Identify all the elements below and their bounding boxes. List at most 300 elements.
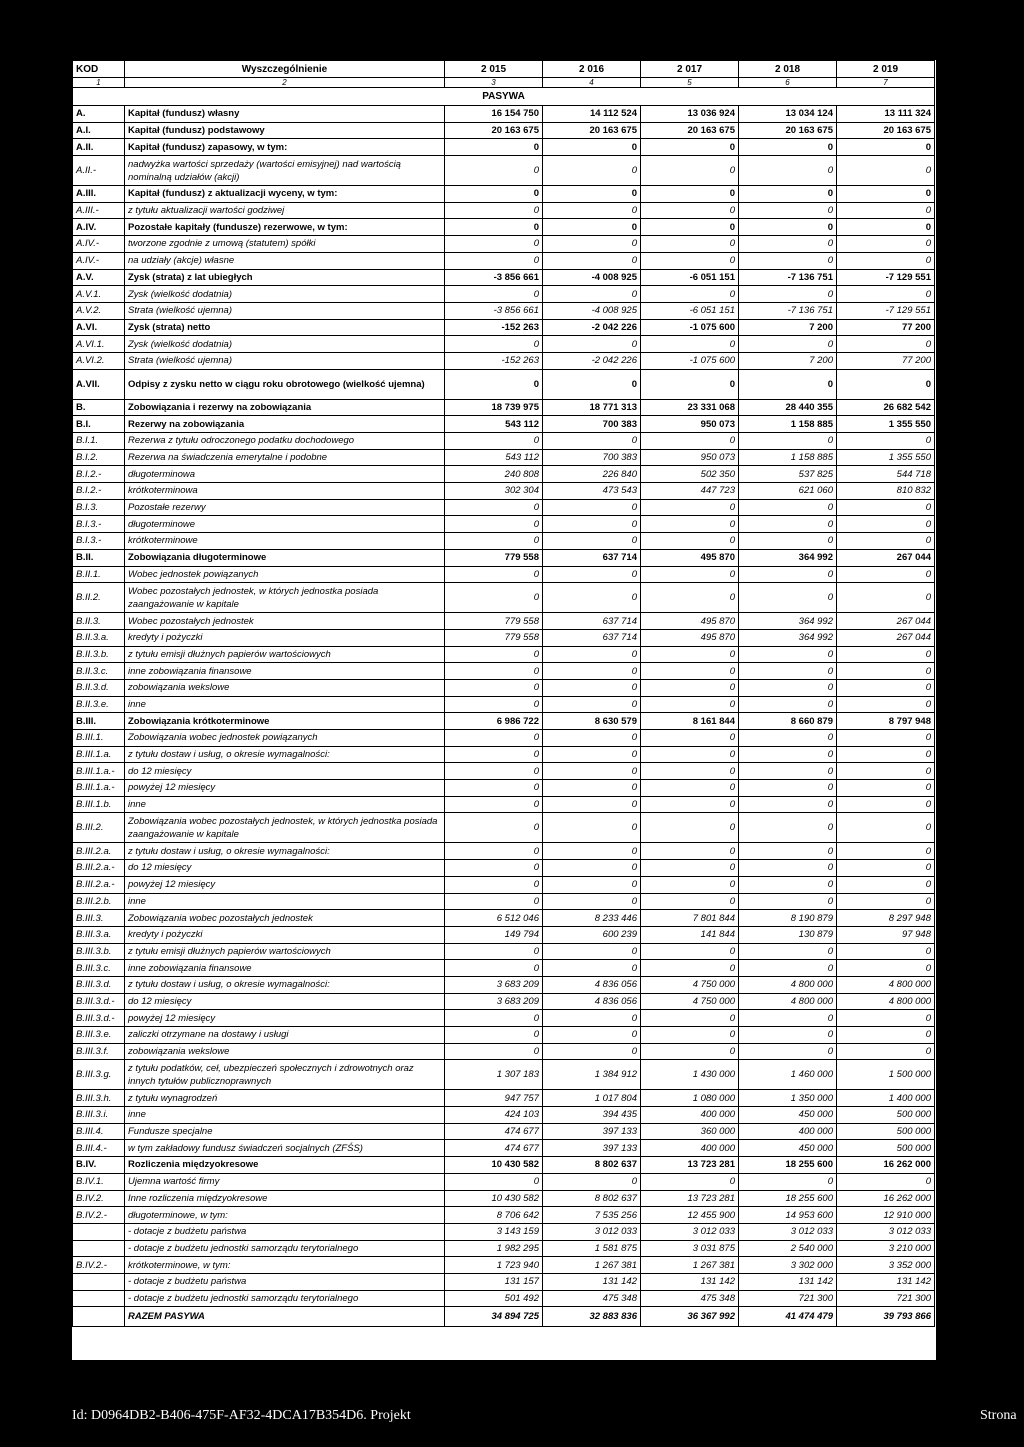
row-label: kredyty i pożyczki [125, 629, 445, 646]
row-value: 947 757 [445, 1090, 543, 1107]
row-code [73, 1223, 125, 1240]
row-value: 0 [641, 646, 739, 663]
row-value: 2 540 000 [739, 1240, 837, 1257]
col-index: 7 [837, 78, 935, 88]
row-value: 0 [543, 893, 641, 910]
row-value: 13 723 281 [641, 1157, 739, 1174]
row-value: 0 [739, 186, 837, 203]
row-value: 20 163 675 [445, 122, 543, 139]
row-value: -7 136 751 [739, 269, 837, 286]
row-value: 0 [837, 1043, 935, 1060]
row-code: A.II. [73, 139, 125, 156]
row-code: B.II.3.c. [73, 663, 125, 680]
row-code: B.I.2.- [73, 466, 125, 483]
row-value: 0 [445, 516, 543, 533]
row-value: 1 158 885 [739, 416, 837, 433]
row-value: 0 [543, 763, 641, 780]
row-value: 0 [641, 796, 739, 813]
row-label: Rozliczenia międzyokresowe [125, 1157, 445, 1174]
row-code: B.IV.2.- [73, 1257, 125, 1274]
row-value: 950 073 [641, 449, 739, 466]
row-value: 16 262 000 [837, 1190, 935, 1207]
row-value: -7 129 551 [837, 302, 935, 319]
row-label: - dotacje z budżetu państwa [125, 1273, 445, 1290]
row-label: tworzone zgodnie z umową (statutem) spółki [125, 236, 445, 253]
row-value: 3 012 033 [739, 1223, 837, 1240]
row-value: 0 [837, 533, 935, 550]
table-row [73, 106, 935, 123]
row-value: 0 [837, 1173, 935, 1190]
table-row [73, 1140, 935, 1157]
row-code: B.I.3.- [73, 533, 125, 550]
row-value: 26 682 542 [837, 399, 935, 416]
row-label: z tytułu dostaw i usług, o okresie wymagalności: [125, 976, 445, 993]
row-value: 475 348 [641, 1290, 739, 1307]
row-value: 4 800 000 [739, 993, 837, 1010]
row-value: 0 [543, 566, 641, 583]
row-value: 149 794 [445, 926, 543, 943]
row-label: Kapitał (fundusz) podstawowy [125, 122, 445, 139]
row-value: 0 [739, 499, 837, 516]
table-row [73, 860, 935, 877]
row-value: 0 [641, 219, 739, 236]
table-row [73, 483, 935, 500]
row-value: 637 714 [543, 629, 641, 646]
row-value: 18 255 600 [739, 1157, 837, 1174]
row-label: powyżej 12 miesięcy [125, 780, 445, 797]
row-code: A. [73, 106, 125, 123]
row-code: B.III.1. [73, 730, 125, 747]
row-code: A.V. [73, 269, 125, 286]
row-value: 0 [739, 252, 837, 269]
row-value: 0 [543, 646, 641, 663]
row-value: 0 [739, 663, 837, 680]
header-year-2019: 2 019 [837, 61, 935, 78]
row-label: inne zobowiązania finansowe [125, 663, 445, 680]
header-wyszczegolnienie: Wyszczególnienie [125, 61, 445, 78]
row-value: 267 044 [837, 629, 935, 646]
row-label: Inne rozliczenia międzyokresowe [125, 1190, 445, 1207]
table-row [73, 629, 935, 646]
row-value: 0 [543, 202, 641, 219]
row-code: B.II.2. [73, 583, 125, 613]
row-value: 0 [837, 219, 935, 236]
table-row [73, 286, 935, 303]
col-index: 3 [445, 78, 543, 88]
table-row [73, 369, 935, 399]
row-value: 34 894 725 [445, 1307, 543, 1327]
row-code [73, 1290, 125, 1307]
row-code: B.IV.2. [73, 1190, 125, 1207]
row-value: 0 [739, 1173, 837, 1190]
row-value: 0 [543, 219, 641, 236]
pasywa-table [72, 60, 935, 1327]
row-code: B.III.3.d. [73, 976, 125, 993]
row-value: 0 [445, 893, 543, 910]
row-value: 0 [837, 186, 935, 203]
row-value: 1 400 000 [837, 1090, 935, 1107]
row-value: 400 000 [641, 1140, 739, 1157]
row-value: 20 163 675 [543, 122, 641, 139]
row-label: w tym zakładowy fundusz świadczeń socjalnych (ZFŚS) [125, 1140, 445, 1157]
document-id: Id: D0964DB2-B406-475F-AF32-4DCA17B354D6. Projekt [72, 1408, 411, 1423]
row-value: 0 [739, 763, 837, 780]
table-row [73, 319, 935, 336]
row-value: 12 910 000 [837, 1207, 935, 1224]
row-value: 0 [739, 156, 837, 186]
row-value: 0 [445, 813, 543, 843]
table-row [73, 1123, 935, 1140]
row-value: 0 [543, 286, 641, 303]
row-value: 0 [543, 679, 641, 696]
row-label: nadwyżka wartości sprzedaży (wartości emisyjnej) nad wartością nominalną udziałów (akcji) [125, 156, 445, 186]
table-row [73, 976, 935, 993]
row-value: 4 800 000 [837, 976, 935, 993]
row-value: 0 [543, 1010, 641, 1027]
row-code: B.II. [73, 549, 125, 566]
table-row [73, 1207, 935, 1224]
row-value: 3 012 033 [641, 1223, 739, 1240]
row-value: 0 [445, 679, 543, 696]
row-value: 397 133 [543, 1140, 641, 1157]
row-code: B.I. [73, 416, 125, 433]
row-value: 16 154 750 [445, 106, 543, 123]
row-value: 13 111 324 [837, 106, 935, 123]
header-year-2018: 2 018 [739, 61, 837, 78]
row-value: 0 [543, 336, 641, 353]
table-row [73, 796, 935, 813]
row-value: 700 383 [543, 449, 641, 466]
row-value: 3 683 209 [445, 993, 543, 1010]
row-value: 0 [641, 1043, 739, 1060]
row-value: 4 836 056 [543, 976, 641, 993]
row-value: 1 384 912 [543, 1060, 641, 1090]
row-code: B.III.3.g. [73, 1060, 125, 1090]
row-value: 473 543 [543, 483, 641, 500]
row-code: B.III.1.b. [73, 796, 125, 813]
row-value: 4 800 000 [739, 976, 837, 993]
row-value: 1 350 000 [739, 1090, 837, 1107]
table-row [73, 910, 935, 927]
row-value: 23 331 068 [641, 399, 739, 416]
row-value: 0 [837, 893, 935, 910]
row-value: 0 [739, 286, 837, 303]
row-label: z tytułu podatków, ceł, ubezpieczeń społecznych i zdrowotnych oraz innych tytułów publicznoprawnych [125, 1060, 445, 1090]
row-value: 0 [543, 252, 641, 269]
row-value: 950 073 [641, 416, 739, 433]
row-value: 447 723 [641, 483, 739, 500]
row-value: 0 [543, 1027, 641, 1044]
row-value: 0 [837, 960, 935, 977]
table-row [73, 156, 935, 186]
row-value: 1 307 183 [445, 1060, 543, 1090]
row-value: 0 [837, 843, 935, 860]
row-value: 0 [641, 746, 739, 763]
row-value: -152 263 [445, 352, 543, 369]
row-value: 0 [543, 236, 641, 253]
row-value: 0 [837, 433, 935, 450]
row-value: 0 [837, 156, 935, 186]
row-code: B.IV.2.- [73, 1207, 125, 1224]
row-value: 779 558 [445, 613, 543, 630]
row-value: 0 [543, 960, 641, 977]
table-row [73, 780, 935, 797]
row-value: 7 801 844 [641, 910, 739, 927]
row-value: 1 982 295 [445, 1240, 543, 1257]
row-value: 0 [641, 813, 739, 843]
table-row [73, 1190, 935, 1207]
table-row [73, 416, 935, 433]
row-value: 3 143 159 [445, 1223, 543, 1240]
row-label: z tytułu dostaw i usług, o okresie wymagalności: [125, 843, 445, 860]
header-kod: KOD [73, 61, 125, 78]
row-value: 0 [445, 433, 543, 450]
row-value: 0 [543, 156, 641, 186]
row-label: RAZEM PASYWA [125, 1307, 445, 1327]
row-value: -7 136 751 [739, 302, 837, 319]
row-value: 131 142 [739, 1273, 837, 1290]
row-label: Zysk (wielkość dodatnia) [125, 336, 445, 353]
row-value: 0 [641, 730, 739, 747]
row-value: 0 [445, 796, 543, 813]
row-value: 474 677 [445, 1123, 543, 1140]
table-row [73, 943, 935, 960]
row-value: 0 [641, 893, 739, 910]
row-value: 400 000 [739, 1123, 837, 1140]
row-label: kredyty i pożyczki [125, 926, 445, 943]
row-value: 0 [445, 1010, 543, 1027]
row-label: krótkoterminowe, w tym: [125, 1257, 445, 1274]
row-value: 500 000 [837, 1123, 935, 1140]
row-code: B.III.1.a. [73, 746, 125, 763]
row-code: A.V.2. [73, 302, 125, 319]
row-value: 0 [543, 813, 641, 843]
row-value: 0 [445, 1027, 543, 1044]
row-value: 502 350 [641, 466, 739, 483]
row-value: 495 870 [641, 549, 739, 566]
row-code: B.I.3.- [73, 516, 125, 533]
row-value: 721 300 [837, 1290, 935, 1307]
row-value: 302 304 [445, 483, 543, 500]
table-body [73, 61, 935, 1327]
row-value: 3 031 875 [641, 1240, 739, 1257]
row-value: 1 355 550 [837, 416, 935, 433]
row-value: 0 [837, 730, 935, 747]
row-value: 4 800 000 [837, 993, 935, 1010]
row-value: 1 267 381 [543, 1257, 641, 1274]
row-code [73, 1240, 125, 1257]
row-value: 400 000 [641, 1107, 739, 1124]
row-value: 0 [739, 730, 837, 747]
row-value: 13 034 124 [739, 106, 837, 123]
row-value: 0 [445, 1173, 543, 1190]
row-value: 0 [445, 780, 543, 797]
col-index: 5 [641, 78, 739, 88]
row-code: B.III.3.d.- [73, 1010, 125, 1027]
row-label: inne [125, 696, 445, 713]
row-value: 1 158 885 [739, 449, 837, 466]
header-year-2016: 2 016 [543, 61, 641, 78]
row-value: 130 879 [739, 926, 837, 943]
row-value: 0 [445, 336, 543, 353]
row-label: inne [125, 893, 445, 910]
col-index: 2 [125, 78, 445, 88]
row-code: B.III.2.a. [73, 843, 125, 860]
row-value: 1 723 940 [445, 1257, 543, 1274]
row-value: 0 [837, 499, 935, 516]
row-label: Zobowiązania długoterminowe [125, 549, 445, 566]
row-value: 0 [739, 813, 837, 843]
row-value: 0 [445, 156, 543, 186]
table-row [73, 336, 935, 353]
row-label: z tytułu dostaw i usług, o okresie wymagalności: [125, 746, 445, 763]
row-code: B.III.3.h. [73, 1090, 125, 1107]
row-value: 0 [739, 746, 837, 763]
row-value: 721 300 [739, 1290, 837, 1307]
row-value: 544 718 [837, 466, 935, 483]
row-value: 0 [445, 663, 543, 680]
row-value: 6 986 722 [445, 713, 543, 730]
row-value: 501 492 [445, 1290, 543, 1307]
row-value: 0 [445, 202, 543, 219]
row-code: B.III.3.f. [73, 1043, 125, 1060]
row-label: Zobowiązania wobec jednostek powiązanych [125, 730, 445, 747]
row-code: B.III.3.b. [73, 943, 125, 960]
row-code: A.VII. [73, 369, 125, 399]
row-code: B.I.3. [73, 499, 125, 516]
row-label: do 12 miesięcy [125, 993, 445, 1010]
row-value: 0 [739, 433, 837, 450]
row-value: 3 012 033 [837, 1223, 935, 1240]
row-value: 0 [445, 746, 543, 763]
row-value: -4 008 925 [543, 269, 641, 286]
row-value: 0 [543, 943, 641, 960]
row-value: 0 [641, 139, 739, 156]
row-code: B.IV. [73, 1157, 125, 1174]
row-value: 0 [641, 1027, 739, 1044]
table-row [73, 1043, 935, 1060]
table-row [73, 252, 935, 269]
row-code: A.III. [73, 186, 125, 203]
row-code: B.II.3.a. [73, 629, 125, 646]
row-code: B.III.2.a.- [73, 860, 125, 877]
row-value: 0 [739, 860, 837, 877]
row-value: 0 [543, 780, 641, 797]
row-value: 0 [445, 860, 543, 877]
row-label: zaliczki otrzymane na dostawy i usługi [125, 1027, 445, 1044]
row-value: 4 750 000 [641, 993, 739, 1010]
row-value: 1 017 804 [543, 1090, 641, 1107]
row-value: 0 [641, 252, 739, 269]
row-value: 0 [543, 696, 641, 713]
row-value: -3 856 661 [445, 302, 543, 319]
table-row [73, 993, 935, 1010]
row-code: B.III.4. [73, 1123, 125, 1140]
table-row [73, 843, 935, 860]
row-value: 450 000 [739, 1140, 837, 1157]
row-value: 240 808 [445, 466, 543, 483]
table-row [73, 516, 935, 533]
row-value: 0 [837, 943, 935, 960]
row-value: 0 [641, 336, 739, 353]
row-value: 0 [837, 286, 935, 303]
row-value: -2 042 226 [543, 352, 641, 369]
row-value: 0 [739, 960, 837, 977]
row-label: Ujemna wartość firmy [125, 1173, 445, 1190]
row-value: 0 [641, 533, 739, 550]
row-value: 0 [543, 876, 641, 893]
row-label: Odpisy z zysku netto w ciągu roku obrotowego (wielkość ujemna) [125, 369, 445, 399]
row-value: 0 [739, 646, 837, 663]
row-value: 14 112 524 [543, 106, 641, 123]
row-value: 0 [837, 336, 935, 353]
row-label: inne [125, 796, 445, 813]
row-value: 131 142 [837, 1273, 935, 1290]
row-label: powyżej 12 miesięcy [125, 876, 445, 893]
row-code: A.V.1. [73, 286, 125, 303]
row-label: z tytułu wynagrodzeń [125, 1090, 445, 1107]
row-value: 41 474 479 [739, 1307, 837, 1327]
table-row [73, 433, 935, 450]
row-value: 0 [641, 1173, 739, 1190]
row-value: 637 714 [543, 613, 641, 630]
row-label: Rezerwy na zobowiązania [125, 416, 445, 433]
table-row [73, 1090, 935, 1107]
row-value: 0 [837, 679, 935, 696]
row-value: 0 [543, 369, 641, 399]
row-value: 0 [837, 663, 935, 680]
row-value: 0 [837, 202, 935, 219]
table-row [73, 139, 935, 156]
row-value: 0 [837, 1010, 935, 1027]
table-row [73, 399, 935, 416]
table-row [73, 746, 935, 763]
row-value: 131 142 [543, 1273, 641, 1290]
row-value: 0 [445, 763, 543, 780]
row-value: 0 [543, 746, 641, 763]
table-row [73, 566, 935, 583]
row-value: 0 [739, 1043, 837, 1060]
row-value: 0 [641, 156, 739, 186]
row-value: 20 163 675 [641, 122, 739, 139]
row-value: 1 355 550 [837, 449, 935, 466]
row-value: 0 [837, 583, 935, 613]
row-code: B.III.3.e. [73, 1027, 125, 1044]
table-row [73, 236, 935, 253]
row-code: A.VI. [73, 319, 125, 336]
column-index-row [73, 78, 935, 88]
row-code: A.IV. [73, 219, 125, 236]
row-code: A.III.- [73, 202, 125, 219]
table-row [73, 730, 935, 747]
row-value: 0 [445, 843, 543, 860]
row-value: 8 660 879 [739, 713, 837, 730]
row-value: 1 460 000 [739, 1060, 837, 1090]
row-value: 4 836 056 [543, 993, 641, 1010]
table-row [73, 202, 935, 219]
row-label: Zysk (strata) z lat ubiegłych [125, 269, 445, 286]
row-label: Fundusze specjalne [125, 1123, 445, 1140]
row-value: 0 [543, 583, 641, 613]
row-value: 0 [739, 336, 837, 353]
row-value: 0 [837, 696, 935, 713]
table-row [73, 122, 935, 139]
row-value: 0 [837, 813, 935, 843]
table-row [73, 663, 935, 680]
row-value: 0 [445, 943, 543, 960]
row-code: B.III.2.a.- [73, 876, 125, 893]
row-code: B.III.4.- [73, 1140, 125, 1157]
